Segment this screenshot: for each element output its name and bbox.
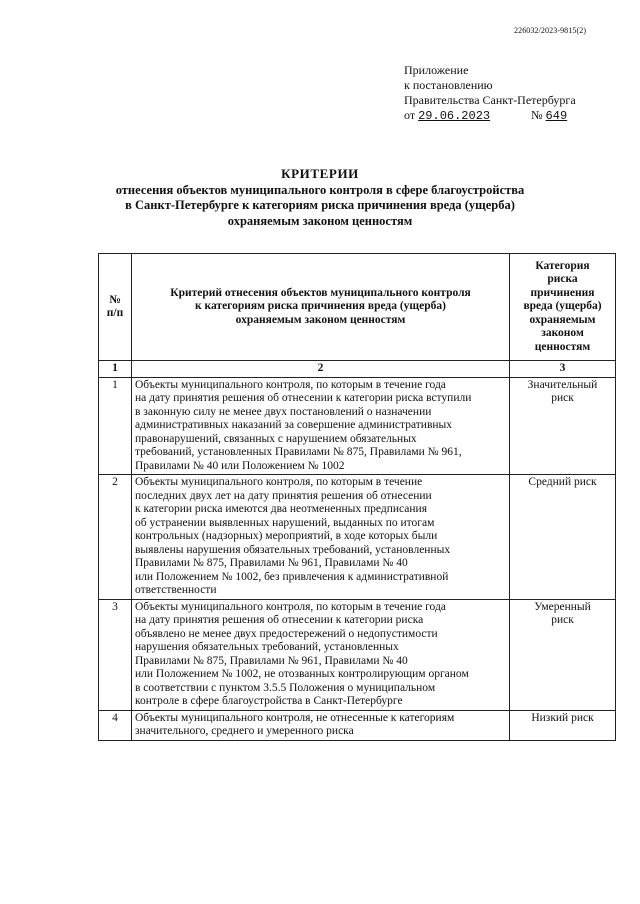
- header-category: Категория риска причинения вреда (ущерба) охраняемым законом ценностям: [510, 254, 616, 361]
- row-category: Умеренный риск: [510, 599, 616, 710]
- column-number-3: 3: [510, 361, 616, 378]
- row-criterion: Объекты муниципального контроля, по которым в течение года на дату принятия решения об отнесении к категории риска вступили в законную силу не менее двух постановлений о назначении административных наказаний за совершение административных правонарушений, связанных с нарушением обязательных требований, установленных Правилами № 875, Правилами № 961, Правилами № 40 или Положением № 1002: [132, 377, 510, 475]
- decree-number: 649: [545, 109, 568, 123]
- date-prefix: от: [404, 108, 416, 122]
- appendix-date-line: [404, 108, 586, 124]
- row-criterion: Объекты муниципального контроля, по которым в течение года на дату принятия решения об отнесении к категории риска объявлено не менее двух предостережений о недопустимости нарушения обязательных требований, установленных Правилами № 875, Правилами № 961, Правилами № 40 или Положением № 1002, не отозванных контролирующим органом в соответствии с пунктом 3.5.5 Положения о муниципальном контроле в сфере благоустройства в Санкт-Петербурге: [132, 599, 510, 710]
- title-main: КРИТЕРИИ: [281, 166, 359, 181]
- criteria-table: [98, 253, 616, 741]
- title-sub-1: отнесения объектов муниципального контроля в сфере благоустройства: [115, 182, 525, 197]
- appendix-block: [404, 63, 586, 124]
- header-num: № п/п: [99, 254, 132, 361]
- row-category: Средний риск: [510, 475, 616, 600]
- table-row: [99, 710, 616, 740]
- document-number: 226032/2023-9815(2): [514, 26, 587, 35]
- table-row: [99, 599, 616, 710]
- row-category: Значительный риск: [510, 377, 616, 475]
- appendix-line-3: Правительства Санкт-Петербурга: [404, 93, 576, 107]
- appendix-line-2: к постановлению: [404, 78, 493, 92]
- header-criterion: Критерий отнесения объектов муниципального контроля к категориям риска причинения вреда (ущерба) охраняемым законом ценностям: [132, 254, 510, 361]
- header-row: [99, 254, 616, 361]
- row-num: 2: [99, 475, 132, 600]
- row-criterion: Объекты муниципального контроля, по которым в течение последних двух лет на дату принятия решения об отнесении к категории риска имеются два неотмененных предписания об устранении выявленных нарушений, выданных по итогам контрольных (надзорных) мероприятий, в ходе которых были выявлены нарушения обязательных требований, установленных Правилами № 875, Правилами № 961, Правилами № 40 или Положением № 1002, без привлечения к административной ответственности: [132, 475, 510, 600]
- decree-date: 29.06.2023: [418, 109, 491, 123]
- column-number-2: 2: [132, 361, 510, 378]
- title-sub-3: охраняемым законом ценностям: [227, 213, 413, 228]
- number-prefix: №: [531, 108, 543, 122]
- title-sub-2: в Санкт-Петербурге к категориям риска причинения вреда (ущерба): [125, 198, 515, 212]
- document-title: [100, 166, 540, 229]
- appendix-line-1: Приложение: [404, 63, 469, 77]
- row-num: 4: [99, 710, 132, 740]
- column-number-row: [99, 361, 616, 378]
- column-number-1: 1: [99, 361, 132, 378]
- row-category: Низкий риск: [510, 710, 616, 740]
- row-num: 1: [99, 377, 132, 475]
- row-criterion: Объекты муниципального контроля, не отнесенные к категориям значительного, среднего и умеренного риска: [132, 710, 510, 740]
- row-num: 3: [99, 599, 132, 710]
- table-row: [99, 377, 616, 475]
- table-row: [99, 475, 616, 600]
